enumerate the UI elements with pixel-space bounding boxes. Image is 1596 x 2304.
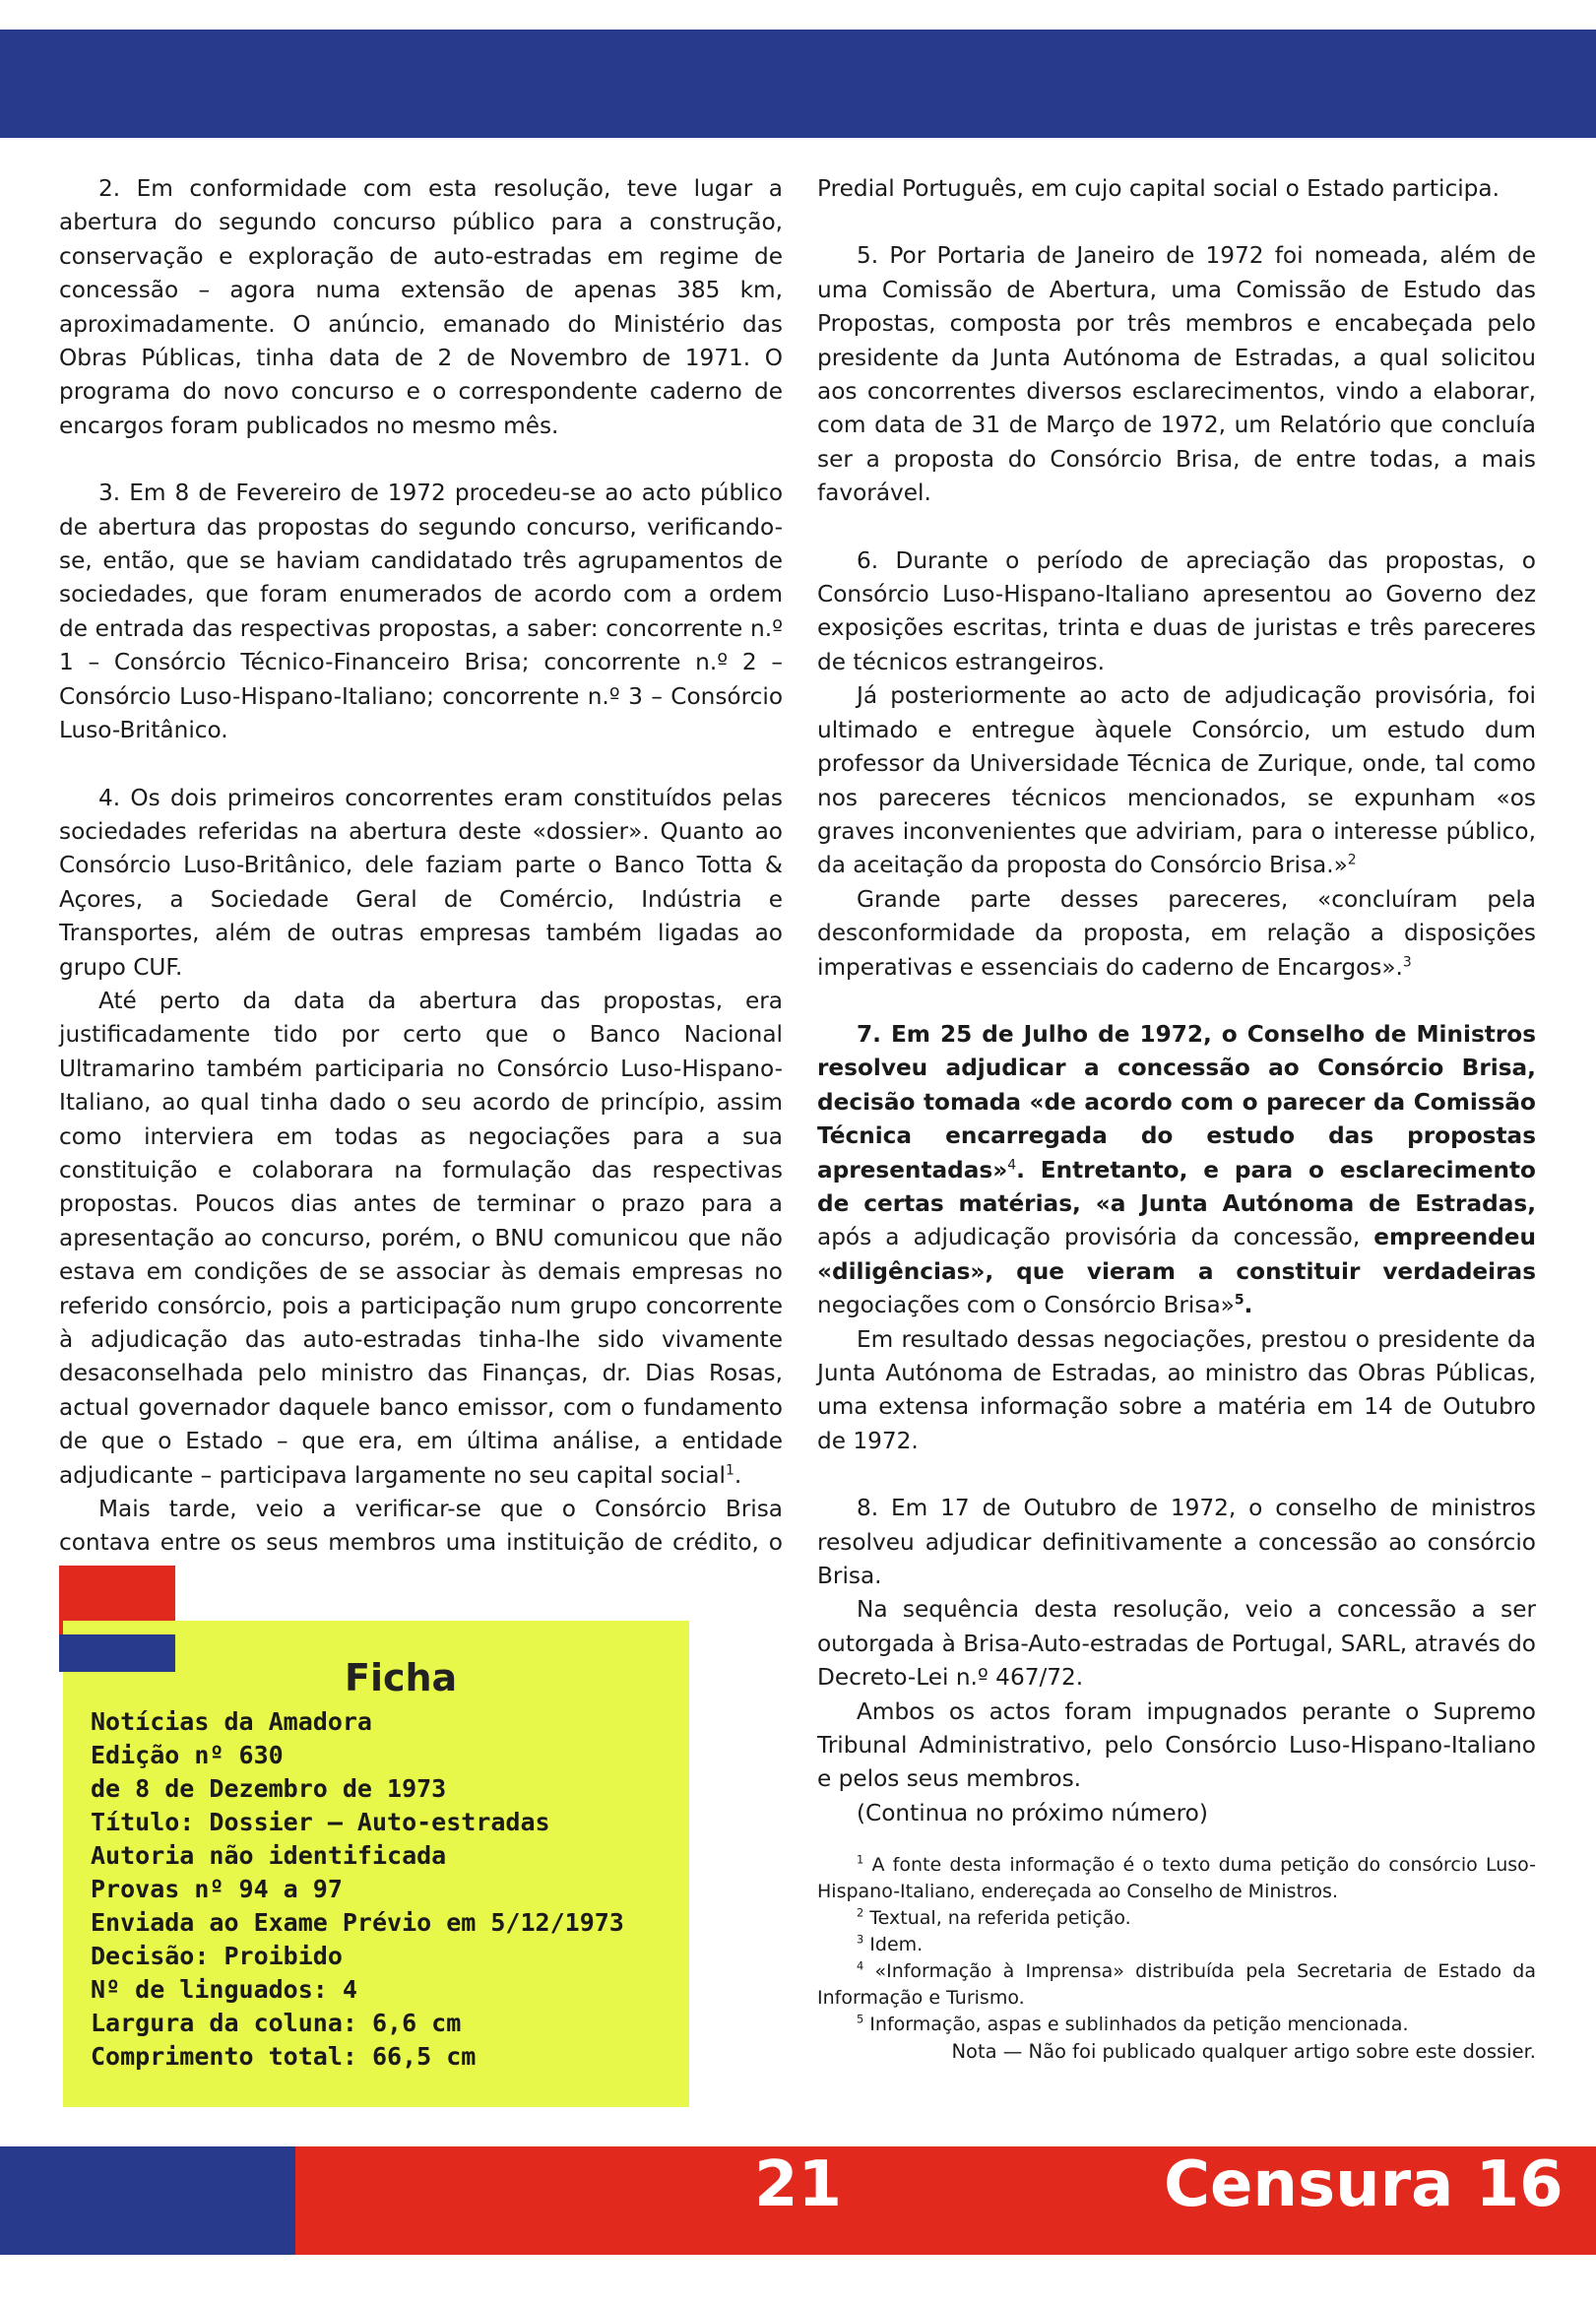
ficha-line: Autoria não identificada — [91, 1841, 447, 1870]
paragraph-8: 8. Em 17 de Outubro de 1972, o conselho de ministros resolveu adjudicar definitivamente a concessão ao consórcio Brisa. — [817, 1495, 1536, 1590]
footnote: $^5$ Informação, aspas e sublinhados da petição mencionada. — [857, 2012, 1409, 2036]
paragraph-8b: Na sequência desta resolução, veio a concessão a ser outorgada à Brisa-Auto-estradas de Portugal, SARL, através do Decreto-Lei n.º 467/72. — [817, 1596, 1536, 1692]
paragraph-4c-cont: Predial Português, em cujo capital social o Estado participa. — [817, 175, 1500, 202]
magazine-title: Censura 16 — [1164, 2148, 1564, 2221]
footnote-ref-3: 3 — [1402, 953, 1412, 970]
paragraph-6c: Grande parte desses pareceres, «concluíram pela desconformidade da proposta, em relação a disposições imperativas e essenciais do caderno de Encargos».$^3$ — [817, 885, 1536, 981]
paragraph-3: 3. Em 8 de Fevereiro de 1972 procedeu-se ao acto público de abertura das propostas do segundo concurso, verificando-se, então, que se haviam candidatado três agrupamentos de sociedades, que foram enumerados de acordo com a ordem de entrada das respectivas propostas, a saber: concorrente n.º 1 – Consórcio Técnico-Financeiro Brisa; concorrente n.º 2 – Consórcio Luso-Hispano-Italiano; concorrente n.º 3 – Consórcio Luso-Britânico. — [59, 480, 783, 744]
ficha-line: Provas nº 94 a 97 — [91, 1875, 343, 1903]
continua-note: (Continua no próximo número) — [857, 1799, 1208, 1826]
ficha-line: Decisão: Proibido — [91, 1942, 343, 1970]
footnote-ref-1: 1 — [725, 1461, 734, 1478]
paragraph-4: 4. Os dois primeiros concorrentes eram constituídos pelas sociedades referidas na abertura deste «dossier». Quanto ao Consórcio Luso-Britânico, dele faziam parte o Banco Totta & Açores, a Sociedade Geral de Comércio, Indústria e Transportes, além de outras empresas também ligadas ao grupo CUF. — [59, 784, 783, 981]
ficha-details — [91, 1705, 624, 2074]
paragraph-6b: Já posteriormente ao acto de adjudicação provisória, foi ultimado e entregue àquele Consórcio, um estudo dum professor da Universidade Técnica de Zurique, onde, tal como nos pareceres técnicos mencionados, se expunham «os graves inconvenientes que adviriam, para o interesse público, da aceitação da proposta do Consórcio Brisa.»$^2$ — [817, 682, 1536, 879]
article-right-column — [817, 172, 1536, 2065]
ficha-line: Largura da coluna: 6,6 cm — [91, 2009, 462, 2037]
footer-blue-block — [0, 2146, 295, 2255]
ficha-line: Comprimento total: 66,5 cm — [91, 2042, 477, 2071]
ficha-title: Ficha — [345, 1656, 458, 1699]
paragraph-7b: Em resultado dessas negociações, prestou o presidente da Junta Autónoma de Estradas, ao ministro das Obras Públicas, uma extensa informação sobre a matéria em 14 de Outubro de 1972. — [817, 1325, 1536, 1454]
nota: Nota — Não foi publicado qualquer artigo sobre este dossier. — [951, 2040, 1536, 2064]
ficha-blue-tab — [59, 1634, 175, 1672]
footnote-ref-2: 2 — [1347, 852, 1357, 868]
footnote-ref-5: 5 — [1234, 1292, 1245, 1309]
header-bar — [0, 30, 1596, 138]
ficha-line: Notícias da Amadora — [91, 1707, 372, 1736]
footnote: $^2$ Textual, na referida petição. — [857, 1905, 1131, 1930]
ficha-line: de 8 de Dezembro de 1973 — [91, 1774, 447, 1803]
ficha-line: Enviada ao Exame Prévio em 5/12/1973 — [91, 1908, 624, 1937]
ficha-line: Nº de linguados: 4 — [91, 1975, 357, 2004]
article-left-column — [59, 172, 783, 1594]
paragraph-7: 7. Em 25 de Julho de 1972, o Conselho de Ministros resolveu adjudicar a concessão ao Consórcio Brisa, decisão tomada «de acordo com o parecer da Comissão Técnica encarregada do estudo das propostas apresentadas»$^4$. Entretanto, e para o esclarecimento de certas matérias, «a Junta Autónoma de Estradas, após a adjudicação provisória da concessão, empreendeu «diligências», que vieram a constituir verdadeiras negociações com o Consórcio Brisa»$^5$. — [817, 1020, 1536, 1319]
footnote-ref-4: 4 — [1007, 1156, 1017, 1173]
footnote: $^3$ Idem. — [857, 1932, 924, 1956]
paragraph-4b: Até perto da data da abertura das propostas, era justificadamente tido por certo que o Banco Nacional Ultramarino também participaria no Consórcio Luso-Hispano-Italiano, ao qual tinha dado o seu acordo de princípio, assim como interviera em todas as negociações para a sua constituição e colaborara na formulação das respectivas propostas. Poucos dias antes de terminar o prazo para a apresentação ao concurso, porém, o BNU comunicou que não estava em condições de se associar às demais empresas no referido consórcio, pois a participação num grupo concorrente à adjudicação das auto-estradas tinha-lhe sido vivamente desaconselhada pelo ministro das Finanças, dr. Dias Rosas, actual governador daquele banco emissor, com o fundamento de que o Estado – que era, em última análise, a entidade adjudicante – participava largamente no seu capital social$^1$. — [59, 987, 783, 1489]
paragraph-5: 5. Por Portaria de Janeiro de 1972 foi nomeada, além de uma Comissão de Abertura, uma Comissão de Estudo das Propostas, composta por três membros e encabeçada pelo presidente da Junta Autónoma de Estradas, a qual solicitou aos concorrentes diversos esclarecimentos, vindo a elaborar, com data de 31 de Março de 1972, um Relatório que concluía ser a proposta do Consórcio Brisa, de entre todas, a mais favorável. — [817, 242, 1536, 507]
footnote: $^1$ A fonte desta informação é o texto duma petição do consórcio Luso-Hispano-Italiano, endereçada ao Conselho de Ministros. — [817, 1852, 1536, 1903]
ficha-line: Título: Dossier — Auto-estradas — [91, 1808, 550, 1836]
paragraph-8c: Ambos os actos foram impugnados perante o Supremo Tribunal Administrativo, pelo Consórcio Luso-Hispano-Italiano e pelos seus membros. — [817, 1697, 1536, 1793]
paragraph-4c: Mais tarde, veio a verificar-se que o Consórcio Brisa contava entre os seus membros uma instituição de crédito, o — [59, 1496, 783, 1557]
paragraph-2: 2. Em conformidade com esta resolução, teve lugar a abertura do segundo concurso público para a construção, conservação e exploração de auto-estradas em regime de concessão – agora numa extensão de apenas 385 km, aproximadamente. O anúncio, emanado do Ministério das Obras Públicas, tinha data de 2 de Novembro de 1971. O programa do novo concurso e o correspondente caderno de encargos foram publicados no mesmo mês. — [59, 175, 783, 439]
page-number: 21 — [754, 2148, 843, 2221]
paragraph-6: 6. Durante o período de apreciação das propostas, o Consórcio Luso-Hispano-Italiano apresentou ao Governo dez exposições escritas, trinta e duas de juristas e três pareceres de técnicos estrangeiros. — [817, 546, 1536, 675]
ficha-box — [59, 1566, 689, 2107]
footnote: $^4$ «Informação à Imprensa» distribuída pela Secretaria de Estado da Informação e Turismo. — [817, 1958, 1536, 2010]
footnotes — [817, 1852, 1536, 2065]
ficha-line: Edição nº 630 — [91, 1741, 284, 1769]
